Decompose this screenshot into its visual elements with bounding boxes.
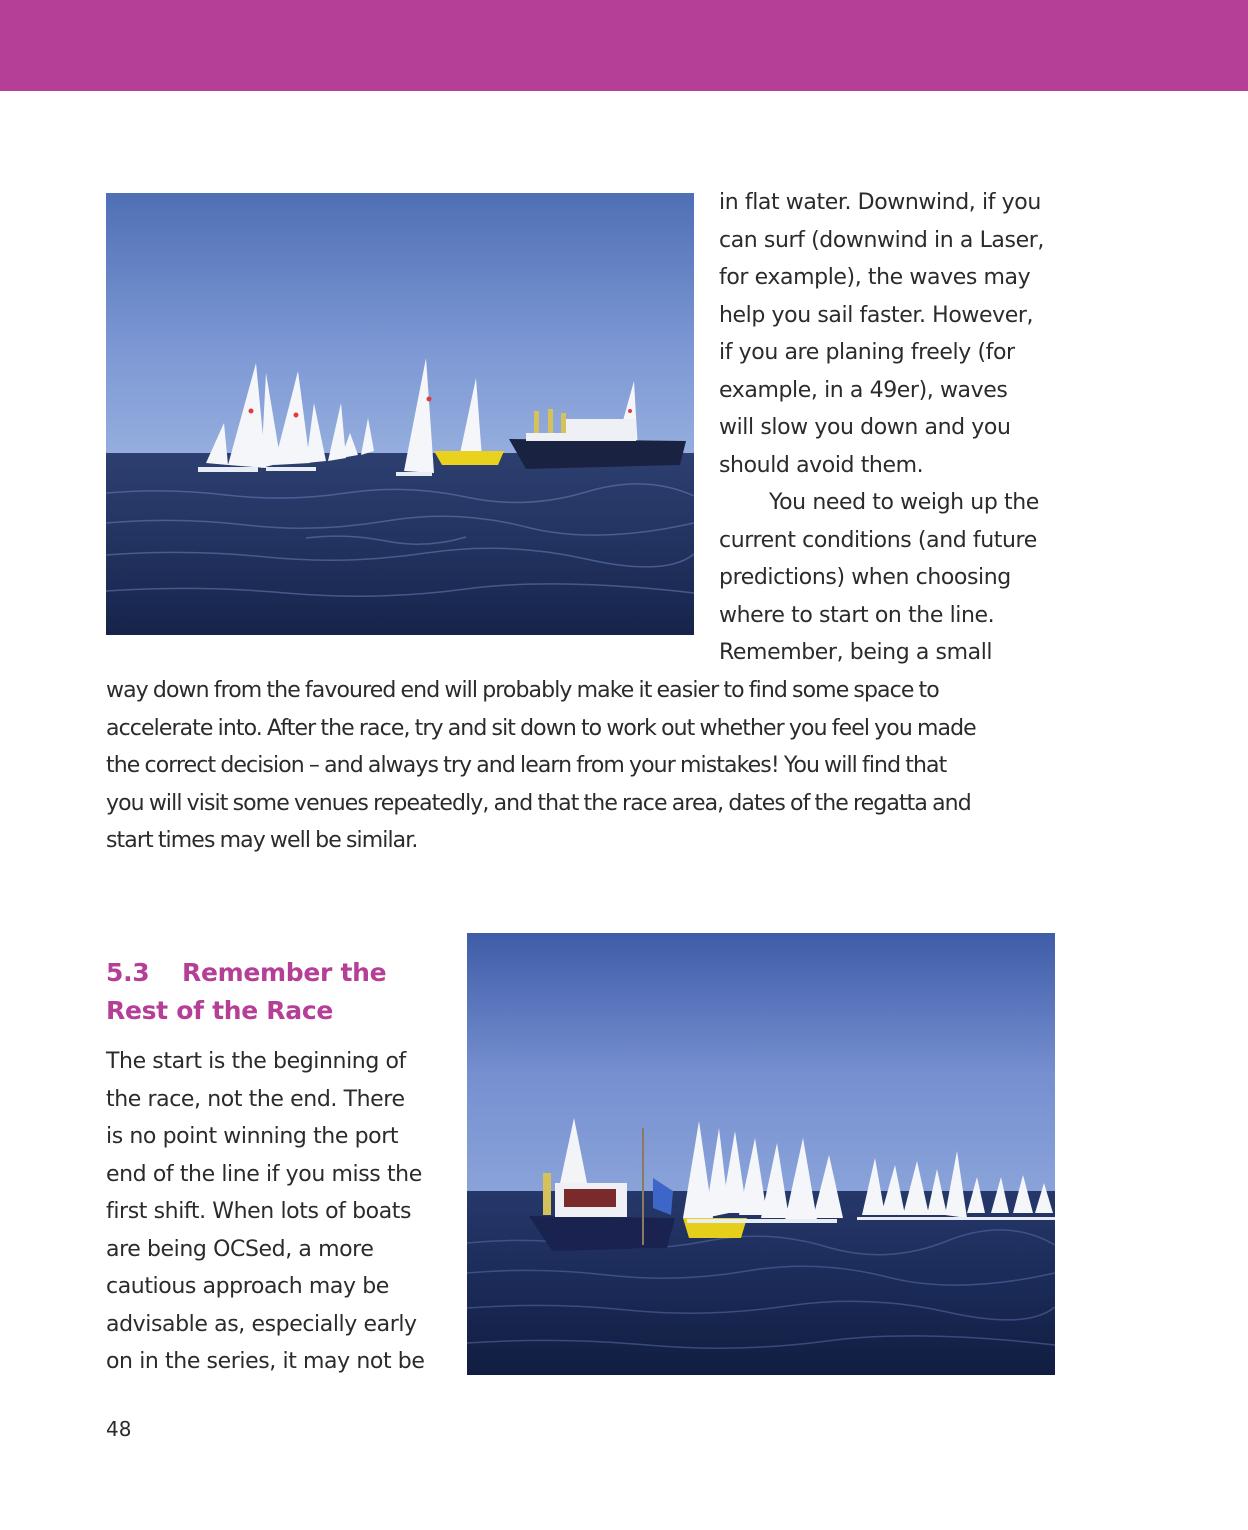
header-color-band <box>0 0 1248 91</box>
left-column-text <box>106 1043 436 1381</box>
text-line: on in the series, it may not be <box>106 1349 425 1374</box>
text-line: cautious approach may be <box>106 1274 389 1299</box>
section-title-line2: Rest of the Race <box>106 996 333 1025</box>
right-column-text <box>719 184 1059 672</box>
text-line: start times may well be similar. <box>106 828 418 853</box>
sailing-photo-2 <box>467 933 1055 1375</box>
text-line: help you sail faster. However, <box>719 302 1034 328</box>
section-title-line1: Remember the <box>182 958 387 987</box>
section-number: 5.3 <box>106 958 150 987</box>
section-heading <box>106 954 446 1030</box>
text-line: the correct decision – and always try and learn from your mistakes! You will find that <box>106 753 947 778</box>
text-line: predictions) when choosing <box>719 565 1011 590</box>
text-line: where to start on the line. <box>719 602 995 628</box>
photo-image <box>467 933 1055 1375</box>
text-line: for example), the waves may <box>719 265 1031 290</box>
text-line: you will visit some venues repeatedly, and that the race area, dates of the regatta and <box>106 790 971 816</box>
text-line: current conditions (and future <box>719 527 1037 553</box>
text-line: can surf (downwind in a Laser, <box>719 227 1044 253</box>
text-line: accelerate into. After the race, try and sit down to work out whether you feel you made <box>106 715 976 741</box>
text-line: the race, not the end. There <box>106 1086 405 1112</box>
text-line: The start is the beginning of <box>106 1049 406 1074</box>
text-line: You need to weigh up the <box>769 490 1039 515</box>
text-line: end of the line if you miss the <box>106 1161 422 1187</box>
text-line: advisable as, especially early <box>106 1311 417 1337</box>
sailing-photo-1 <box>106 193 694 635</box>
text-line: first shift. When lots of boats <box>106 1199 412 1224</box>
text-line: is no point winning the port <box>106 1124 399 1149</box>
text-line: example, in a 49er), waves <box>719 377 1008 403</box>
photo-image <box>106 193 694 635</box>
text-line: in flat water. Downwind, if you <box>719 190 1041 215</box>
text-line: if you are planing freely (for <box>719 340 1015 365</box>
full-width-paragraph <box>106 672 1056 860</box>
text-line: should avoid them. <box>719 452 924 478</box>
text-line: will slow you down and you <box>719 415 1011 440</box>
page-number: 48 <box>106 1417 132 1441</box>
text-line: way down from the favoured end will probably make it easier to find some space to <box>106 678 939 703</box>
text-line: are being OCSed, a more <box>106 1236 374 1262</box>
text-line: Remember, being a small <box>719 640 993 665</box>
